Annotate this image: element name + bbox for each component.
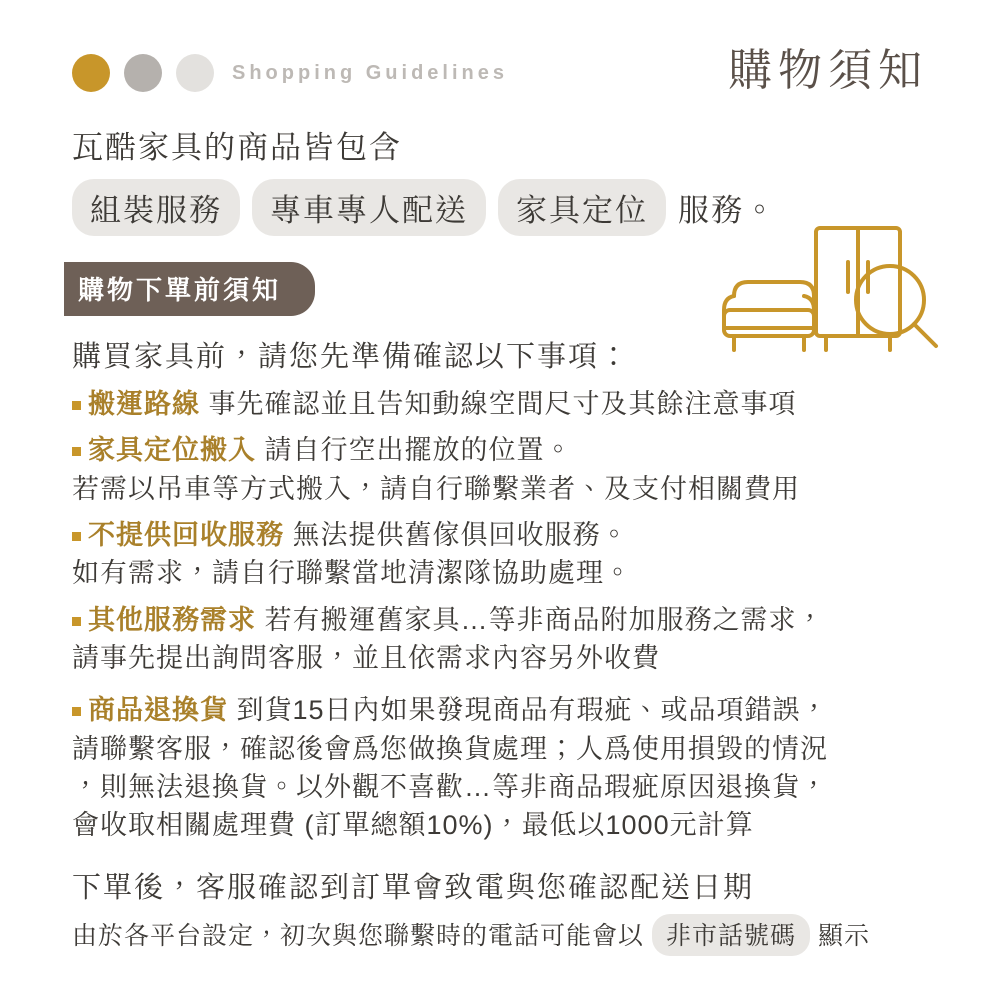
intro-tail: 服務。 bbox=[678, 193, 777, 228]
list-item bbox=[72, 691, 928, 844]
footer-block bbox=[72, 865, 928, 956]
item-text: 若有搬運舊家具…等非商品附加服務之需求， bbox=[264, 604, 825, 635]
header-eyebrow: Shopping Guidelines bbox=[232, 62, 508, 84]
item-subtext: 如有需求，請自行聯繫當地清潔隊協助處理。 bbox=[72, 558, 632, 589]
page-title: 購物須知 bbox=[728, 46, 928, 95]
item-subtext-2: ，則無法退換貨。以外觀不喜歡…等非商品瑕疵原因退換貨， bbox=[72, 771, 828, 802]
item-line bbox=[72, 385, 928, 423]
item-keyword: 搬運路線 bbox=[88, 389, 200, 419]
section-tag-wrap bbox=[72, 262, 928, 316]
service-pill-delivery: 專車專人配送 bbox=[252, 179, 486, 236]
dot-gray-icon bbox=[124, 54, 162, 92]
item-text: 到貨15日內如果發現商品有瑕疵、或品項錯誤， bbox=[236, 695, 829, 726]
footer-sub-line bbox=[72, 914, 928, 956]
dot-gold-icon bbox=[72, 54, 110, 92]
section-tag: 購物下單前須知 bbox=[64, 262, 315, 316]
section-lead: 購買家具前，請您先準備確認以下事項： bbox=[72, 341, 631, 373]
item-text: 事先確認並且告知動線空間尺寸及其餘注意事項 bbox=[208, 389, 797, 419]
footer-pill-nonlocal: 非市話號碼 bbox=[652, 914, 810, 956]
list-item bbox=[72, 516, 928, 593]
body-block bbox=[72, 334, 928, 845]
dot-group bbox=[72, 54, 214, 92]
page-header bbox=[72, 0, 928, 118]
intro-block bbox=[72, 122, 928, 236]
bullet-square-icon bbox=[72, 532, 81, 541]
bullet-square-icon bbox=[72, 617, 81, 626]
item-subtext: 請事先提出詢問客服，並且依需求內容另外收費 bbox=[72, 642, 660, 673]
item-text: 無法提供舊傢俱回收服務。 bbox=[292, 519, 629, 550]
intro-line: 瓦酷家具的商品皆包含 bbox=[72, 130, 402, 165]
item-subtext-3: 會收取相關處理費 (訂單總額10%)，最低以1000元計算 bbox=[72, 810, 754, 841]
item-keyword: 不提供回收服務 bbox=[88, 519, 284, 550]
list-item bbox=[72, 431, 928, 508]
list-item bbox=[72, 601, 928, 678]
bullet-square-icon bbox=[72, 707, 81, 716]
item-line bbox=[72, 431, 928, 469]
service-pill-placement: 家具定位 bbox=[498, 179, 666, 236]
item-keyword: 其他服務需求 bbox=[88, 604, 256, 635]
item-line bbox=[72, 516, 928, 554]
dot-light-icon bbox=[176, 54, 214, 92]
footer-main-line: 下單後，客服確認到訂單會致電與您確認配送日期 bbox=[72, 871, 755, 904]
item-subtext: 請聯繫客服，確認後會爲您做換貨處理；人爲使用損毀的情況 bbox=[72, 733, 828, 764]
item-keyword: 家具定位搬入 bbox=[88, 435, 256, 466]
list-item bbox=[72, 385, 928, 423]
footer-sub-before: 由於各平台設定，初次與您聯繫時的電話可能會以 bbox=[72, 921, 645, 950]
footer-sub-after: 顯示 bbox=[817, 921, 870, 950]
item-line bbox=[72, 601, 928, 639]
service-pill-assembly: 組裝服務 bbox=[72, 179, 240, 236]
item-text: 請自行空出擺放的位置。 bbox=[264, 435, 573, 466]
bullet-square-icon bbox=[72, 401, 81, 410]
item-keyword: 商品退換貨 bbox=[88, 695, 228, 726]
bullet-square-icon bbox=[72, 447, 81, 456]
item-subtext: 若需以吊車等方式搬入，請自行聯繫業者、及支付相關費用 bbox=[72, 473, 800, 504]
item-line bbox=[72, 691, 928, 729]
